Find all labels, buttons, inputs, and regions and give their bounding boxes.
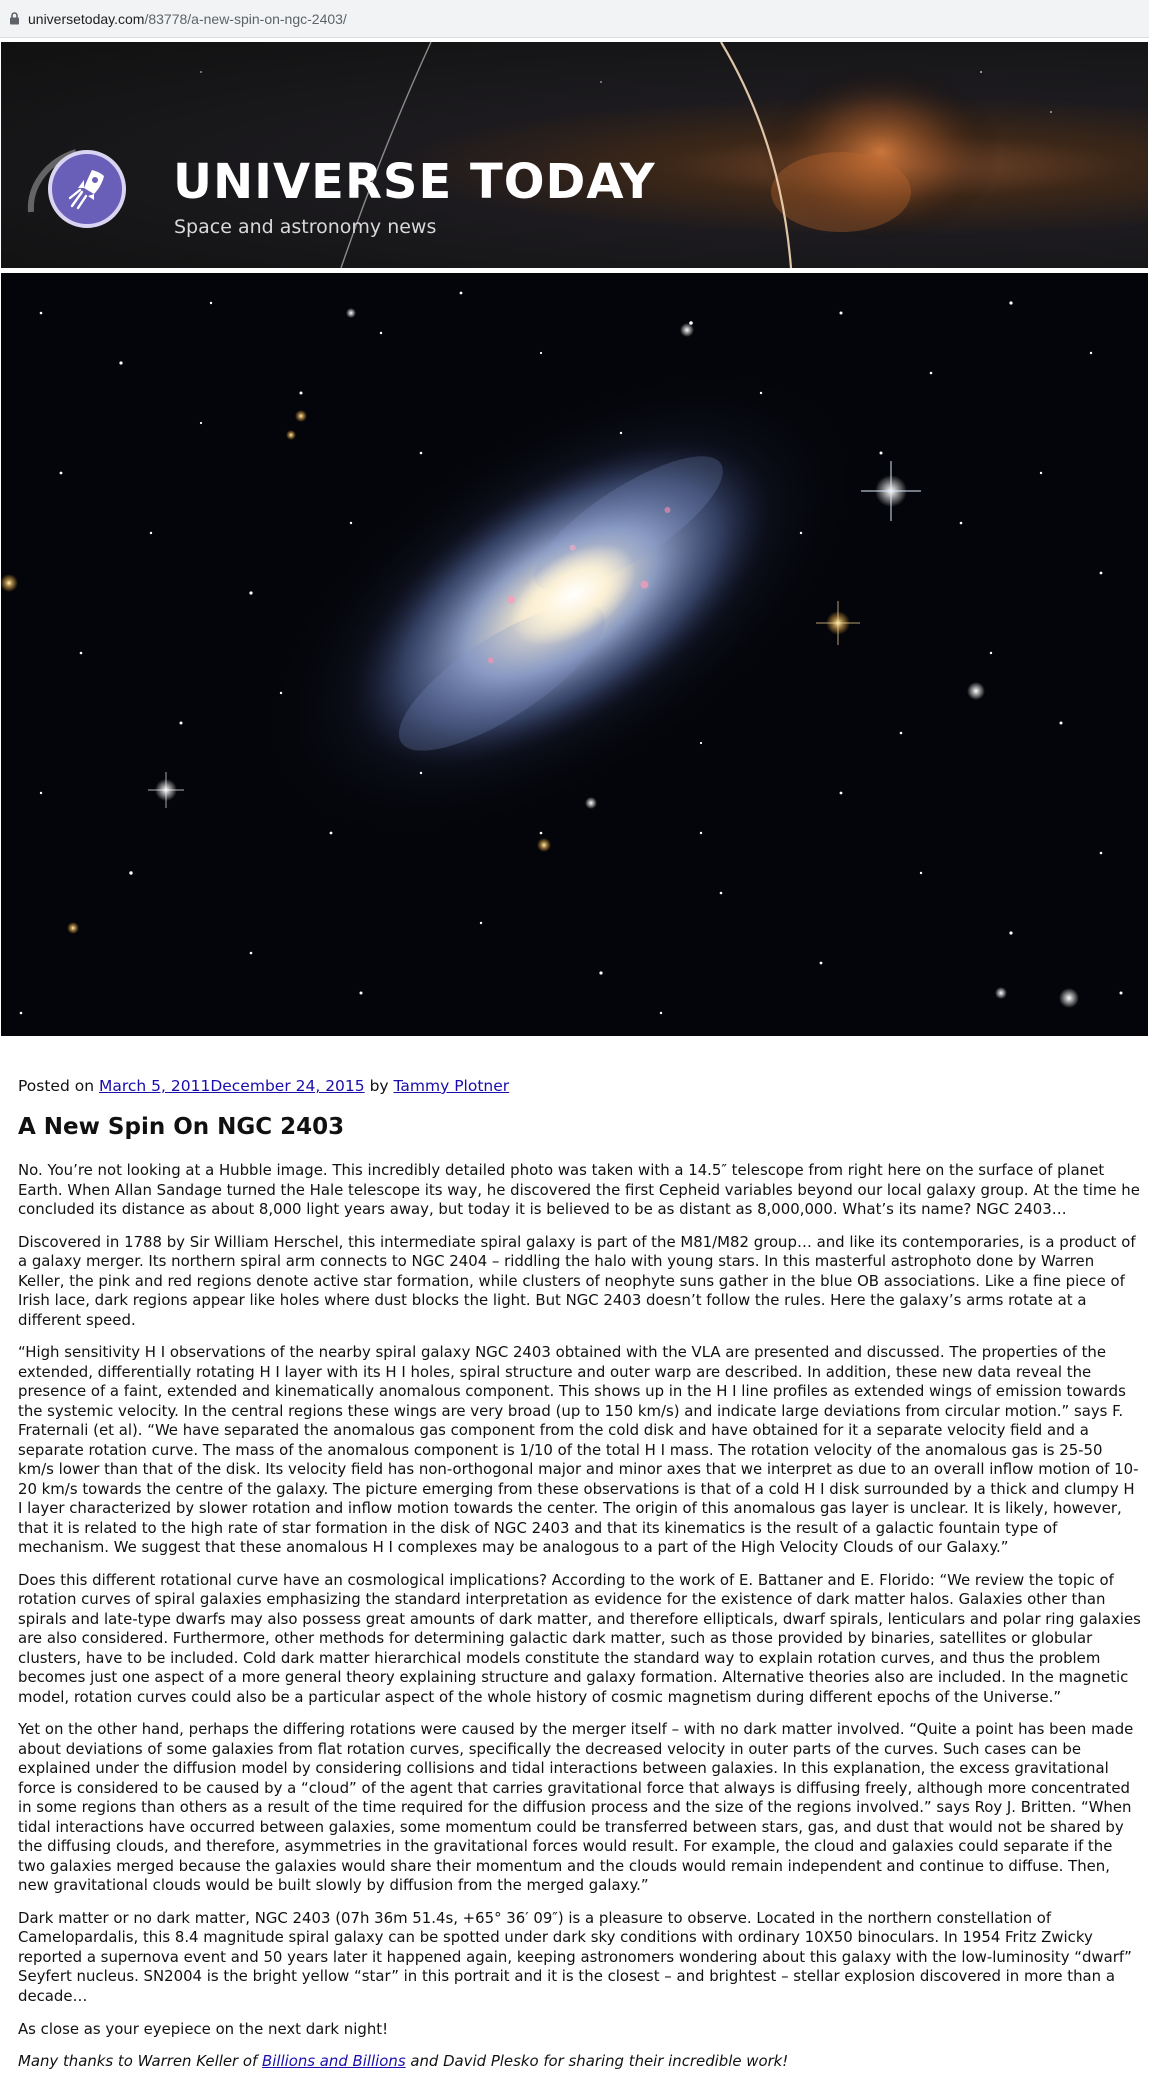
article-paragraph: Does this different rotational curve have an cosmological implications? According to the work of E. Battaner and E. Florido: “We review the topic of rotation curves of spiral galaxies emphasizing the standard interpretation as evidence for the existence of dark matter halos. Galaxies other than spirals and late-type dwarfs may also possess great amounts of dark matter, and therefore ellipticals, dwarf spirals, lenticulars and polar ring galaxies are also considered. Furthermore, other methods for determining galactic dark matter, such as those provided by binaries, satellites or globular clusters, have to be included. Cold dark matter hierarchical models constitute the standard way to explain rotation curves, and thus the problem becomes just one aspect of a more general theory explaining structure and galaxy formation. Alternative theories also are included. In the magnetic model, rotation curves could also be a particular aspect of the whole history of cosmic magnetism during different epochs of the Universe.” — [18, 1570, 1141, 1706]
url-text[interactable] — [28, 11, 347, 27]
by-label: by — [364, 1077, 394, 1095]
site-header — [1, 42, 1148, 268]
url-path: /83778/a-new-spin-on-ngc-2403/ — [144, 10, 347, 27]
post-meta — [18, 1077, 1142, 1095]
article-title: A New Spin On NGC 2403 — [18, 1114, 345, 1140]
closing-line: As close as your eyepiece on the next dark night! — [18, 2020, 389, 2038]
credits-suffix: and David Plesko for sharing their incredible work! — [405, 2051, 789, 2070]
lock-icon — [6, 11, 22, 27]
rocket-icon — [66, 166, 108, 212]
galaxy-illustration — [1, 273, 1148, 1036]
url-domain: universetoday.com — [28, 10, 145, 27]
hero-image — [1, 273, 1148, 1036]
site-tagline: Space and astronomy news — [174, 216, 437, 238]
date-published: March 5, 2011 — [98, 1077, 211, 1095]
site-title[interactable]: UNIVERSE TODAY — [173, 154, 656, 210]
address-bar[interactable] — [0, 0, 1149, 38]
posted-label: Posted on — [18, 1077, 99, 1095]
article-paragraph: Dark matter or no dark matter, NGC 2403 (07h 36m 51.4s, +65° 36′ 09″) is a pleasure to observe. Located in the northern constellation of Camelopardalis, this 8.4 magnitude spiral galaxy can be spotted under dark sky conditions with ordinary 10X50 binoculars. In 1954 Fritz Zwicky reported a supernova event and 50 years later it happened again, keeping astronomers wondering about this galaxy with the low-luminosity “dwarf” Seyfert nucleus. SN2004 is the bright yellow “star” in this portrait and it is the closest – and brightest – stellar explosion discovered in more than a decade… — [18, 1908, 1132, 2005]
article-paragraph: Discovered in 1788 by Sir William Herschel, this intermediate spiral galaxy is part of the M81/M82 group… and like its contemporaries, is a product of a galaxy merger. Its northern spiral arm connects to NGC 2404 – riddling the halo with young stars. In this masterful astrophoto done by Warren Keller, the pink and red regions denote active star formation, while clusters of neophyte suns gather in the blue OB associations. Like a fine piece of Irish lace, dark regions appear like holes where dust blocks the light. But NGC 2403 doesn’t follow the rules. Here the galaxy’s arms rotate at a different speed. — [18, 1232, 1136, 1329]
article — [18, 1077, 1142, 2071]
article-paragraph: No. You’re not looking at a Hubble image. This incredibly detailed photo was taken with a 14.5″ telescope from right here on the surface of planet Earth. When Allan Sandage turned the Hale telescope its way, he discovered the first Cepheid variables beyond our local galaxy group. At the time he concluded its distance as about 8,000 light years away, but today it is believed to be as distant as 8,000,000. What’s its name? NGC 2403… — [18, 1161, 1140, 1218]
site-logo[interactable] — [48, 150, 126, 228]
credits-prefix: Many thanks to Warren Keller of — [18, 2051, 262, 2070]
date-updated: December 24, 2015 — [210, 1077, 365, 1095]
credits-line — [18, 2052, 1142, 2072]
article-paragraph: “High sensitivity H I observations of the nearby spiral galaxy NGC 2403 obtained with the VLA are presented and discussed. The properties of the extended, differentially rotating H I layer with its H I holes, spiral structure and outer warp are described. In addition, these new data reveal the presence of a faint, extended and kinematically anomalous component. This shows up in the H I line profiles as extended wings of emission towards the systemic velocity. In the central regions these wings are very broad (up to 150 km/s) and indicate large deviations from circular motion.” says F. Fraternali (et al). “We have separated the anomalous gas component from the cold disk and have obtained for it a separate velocity field and a separate rotation curve. The mass of the anomalous component is 1/10 of the total H I mass. The rotation velocity of the anomalous gas is 25-50 km/s lower than that of the disk. Its velocity field has non-orthogonal major and minor axes that we interpret as due to an overall inflow motion of 10-20 km/s towards the centre of the galaxy. The picture emerging from these observations is that of a cold H I disk surrounded by a thick and clumpy H I layer characterized by slower rotation and inflow motion towards the center. The origin of this anomalous gas layer is unclear. It is likely, however, that it is related to the high rate of star formation in the disk of NGC 2403 and that its kinematics is the result of a galactic fountain type of mechanism. We suggest that these anomalous H I complexes may be analogous to a part of the High Velocity Clouds of our Galaxy.” — [18, 1343, 1139, 1556]
billions-and-billions-link[interactable]: Billions and Billions — [261, 2051, 406, 2070]
author-link[interactable]: Tammy Plotner — [393, 1077, 510, 1095]
post-date-link[interactable] — [99, 1077, 365, 1095]
article-paragraph: Yet on the other hand, perhaps the differing rotations were caused by the merger itself – with no dark matter involved. “Quite a point has been made about deviations of some galaxies from flat rotation curves, specifically the decreased velocity in outer parts of the curves. Such cases can be explained under the diffusion model by considering collisions and tidal interactions between galaxies. In this explanation, the excess gravitational force is considered to be caused by a “cloud” of the agent that carries gravitational force that always is diffusing freely, although more concentrated in some regions than others as a result of the time required for the diffusion process and the size of the regions involved.” says Roy J. Britten. “When tidal interactions have occurred between galaxies, some momentum could be transferred between stars, gas, and dust that would not be shared by the diffusing clouds, and therefore, asymmetries in the gravitational forces would result. For example, the cloud and galaxies could separate if the two galaxies merged because the galaxies would share their momentum and the clouds would remain independent and continue to diffuse. Then, new gravitational clouds would be built slowly by diffusion from the merged galaxy.” — [18, 1720, 1134, 1894]
